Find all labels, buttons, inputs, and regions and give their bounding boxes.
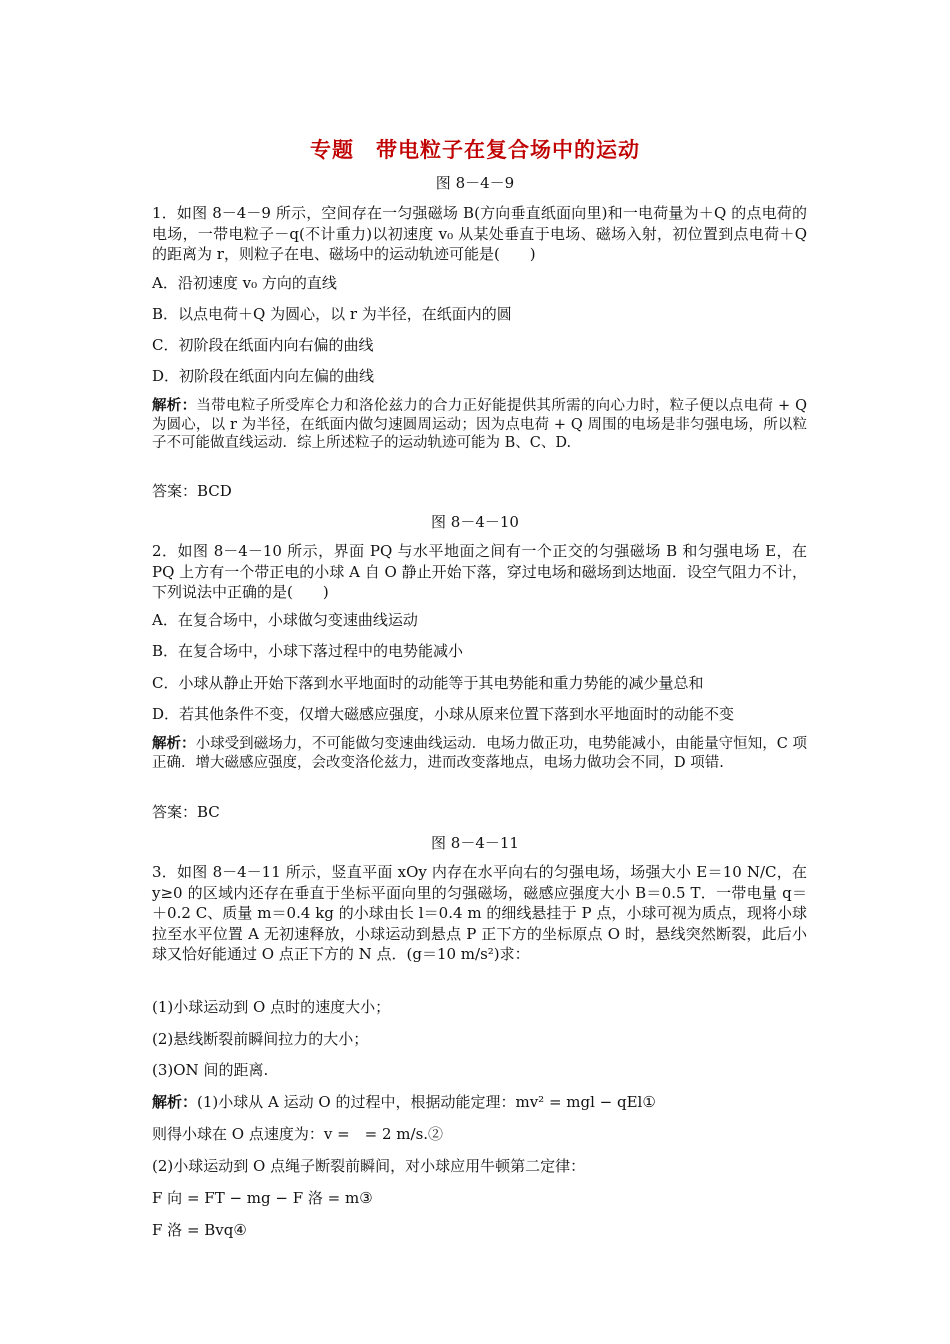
q2-option-d: D．若其他条件不变，仅增大磁感应强度，小球从原来位置下落到水平地面时的动能不变 (152, 705, 735, 723)
question-3-stem: 3．如图 8－4－11 所示，竖直平面 xOy 内存在水平向右的匀强电场，场强大小 E＝10 N/C，在 y≥0 的区域内还存在垂直于坐标平面向里的匀强磁场，磁感应强度大小 B＝0.5 T．一带电量 q＝＋0.2 C、质量 m＝0.4 kg 的小球由长 l＝0.4 m 的细线悬挂于 P 点，小球可视为质点，现将小球拉至水平位置 A 无初速释放，小球运动到悬点 P 正下方的坐标原点 O 时，悬线突然断裂，此后小球又恰好能通过 O 点正下方的 N 点．(g＝10 m/s²)求： (152, 863, 807, 963)
q3-sub-2: (2)悬线断裂前瞬间拉力的大小； (152, 1030, 369, 1048)
q3-sub-1: (1)小球运动到 O 点时的速度大小； (152, 998, 391, 1016)
figure-caption-q2: 图 8－4－10 (431, 513, 519, 531)
q3-analysis-line-5: F 洛 = Bvq④ (152, 1221, 247, 1239)
page-title: 专题 带电粒子在复合场中的运动 (310, 137, 640, 162)
q3-analysis-line-4: F 向 = FT − mg − F 洛 = m③ (152, 1189, 373, 1207)
q2-analysis-label: 解析： (152, 735, 196, 752)
q1-option-b: B．以点电荷＋Q 为圆心，以 r 为半径，在纸面内的圆 (152, 305, 512, 323)
q1-analysis (152, 397, 807, 453)
q1-option-d: D．初阶段在纸面内向左偏的曲线 (152, 367, 375, 385)
q1-answer: 答案：BCD (152, 482, 232, 500)
question-2-stem: 2．如图 8－4－10 所示，界面 PQ 与水平地面之间有一个正交的匀强磁场 B 和匀强电场 E，在 PQ 上方有一个带正电的小球 A 自 O 静止开始下落，穿过电场和磁场到达地面．设空气阻力不计，下列说法中正确的是( ) (152, 542, 807, 601)
q2-option-c: C．小球从静止开始下落到水平地面时的动能等于其电势能和重力势能的减少量总和 (152, 674, 704, 692)
q2-option-b: B．在复合场中，小球下落过程中的电势能减小 (152, 642, 464, 660)
q2-analysis (152, 735, 807, 772)
q2-option-a: A．在复合场中，小球做匀变速曲线运动 (152, 611, 418, 629)
q3-sub-3: (3)ON 间的距离. (152, 1061, 269, 1079)
q1-option-c: C．初阶段在纸面内向右偏的曲线 (152, 336, 374, 354)
q3-analysis-label: 解析： (152, 1093, 198, 1111)
q1-option-a: A．沿初速度 v₀ 方向的直线 (152, 274, 337, 292)
q2-analysis-text: 小球受到磁场力，不可能做匀变速曲线运动．电场力做正功，电势能减小，由能量守恒知，C 项正确．增大磁感应强度，会改变洛伦兹力，进而改变落地点，电场力做功会不同，D 项错. (152, 736, 808, 771)
figure-caption-q1: 图 8－4－9 (435, 174, 515, 192)
q3-analysis-text-1: (1)小球从 A 运动 O 的过程中，根据动能定理：mv² = mgl − qEl① (197, 1093, 656, 1111)
q1-analysis-label: 解析： (152, 397, 197, 414)
q3-analysis-line-1 (152, 1091, 656, 1112)
q2-answer: 答案：BC (152, 803, 220, 821)
question-1-stem: 1．如图 8－4－9 所示，空间存在一匀强磁场 B(方向垂直纸面向里)和一电荷量为＋Q 的点电荷的电场，一带电粒子－q(不计重力)以初速度 v₀ 从某处垂直于电场、磁场入射，初位置到点电荷＋Q 的距离为 r，则粒子在电、磁场中的运动轨迹可能是( ) (152, 204, 807, 263)
q1-analysis-text: 当带电粒子所受库仑力和洛伦兹力的合力正好能提供其所需的向心力时，粒子便以点电荷 + Q 为圆心，以 r 为半径，在纸面内做匀速圆周运动；因为点电荷 + Q 周围的电场是非匀强电场，所以粒子不可能做直线运动．综上所述粒子的运动轨迹可能为 B、C、D. (152, 398, 807, 451)
figure-caption-q3: 图 8－4－11 (431, 834, 519, 852)
q3-analysis-line-2: 则得小球在 O 点速度为：v = = 2 m/s.② (152, 1125, 444, 1143)
q3-analysis-line-3: (2)小球运动到 O 点绳子断裂前瞬间，对小球应用牛顿第二定律： (152, 1157, 586, 1175)
